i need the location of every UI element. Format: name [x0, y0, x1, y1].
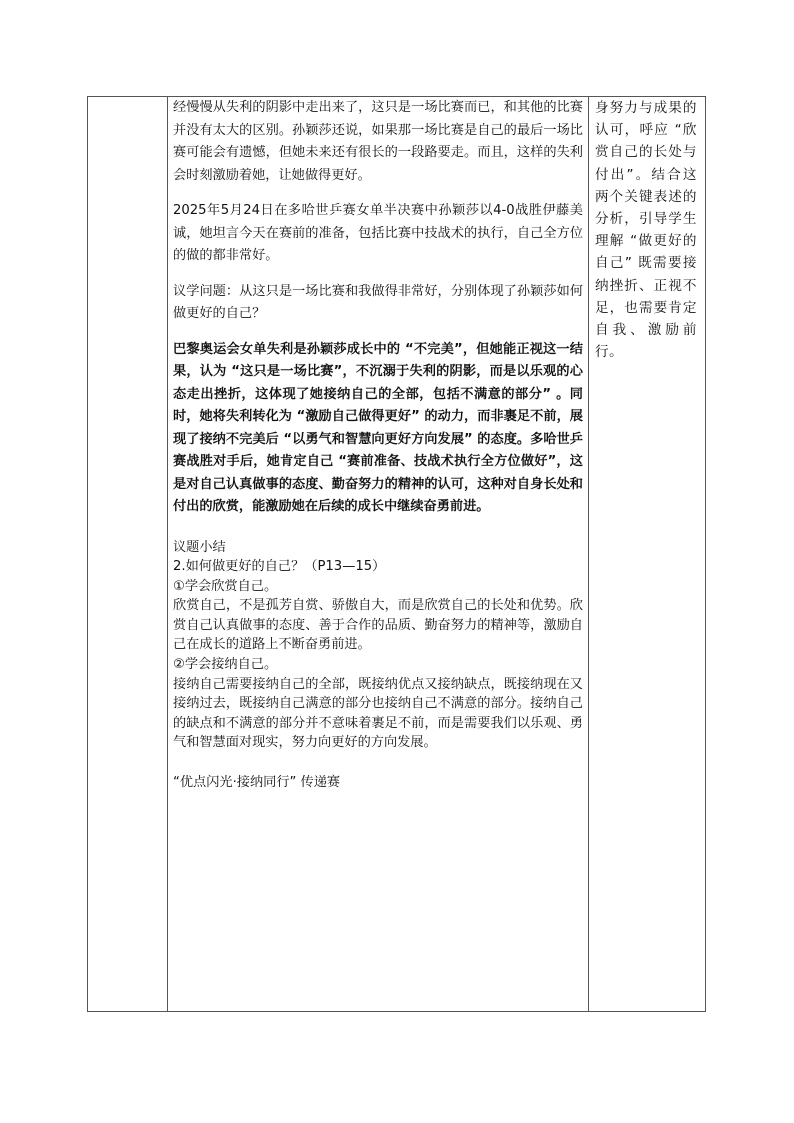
lesson-table [87, 96, 706, 1012]
point-2-heading: ②学会接纳自己。 [173, 657, 278, 673]
story-paragraph-2: 2025年5月24日在多哈世乒赛女单半决赛中孙颖莎以4-0战胜伊藤美诚，她坦言今天在赛前的准备，包括比赛中技战术的执行，自己全方位的做的都非常好。 [173, 203, 583, 263]
summary-title: 议题小结 [173, 539, 226, 555]
discussion-answer: 巴黎奥运会女单失利是孙颖莎成长中的 “不完美”，但她能正视这一结果，认为 “这只是一场比赛”，不沉溺于失利的阴影，而是以乐观的心态走出挫折，这体现了她接纳自己的全部，包括不满意的部分” 。同时，她将失利转化为 “激励自己做得更好” 的动力，而非裹足不前，展现了接纳不完美后 “以勇气和智慧向更好方向发展” 的态度。多哈世乒赛战胜对手后，她肯定自己 “赛前准备、技战术执行全方位做好”，这是对自己认真做事的态度、勤奋努力的精神的认可，这种对自身长处和付出的欣赏，能激励她在后续的成长中继续奋勇前进。 [173, 341, 583, 514]
design-intent-text: 身努力与成果的认可，呼应 “欣赏自己的长处与付出”。结合这两个关键表述的分析，引导学生理解 “做更好的自己” 既需要接纳挫折、正视不足，也需要肯定自我、激励前行。 [595, 100, 697, 361]
point-1-text: 欣赏自己，不是孤芳自赏、骄傲自大，而是欣赏自己的长处和优势。欣赏自己认真做事的态度、善于合作的品质、勤奋努力的精神等，激励自己在成长的道路上不断奋勇前进。 [173, 598, 583, 653]
point-1-heading: ①学会欣赏自己。 [173, 578, 278, 594]
content-column [173, 97, 583, 793]
discussion-question: 议学问题：从这只是一场比赛和我做得非常好，分别体现了孙颖莎如何做更好的自己？ [173, 283, 583, 321]
design-intent-column [595, 97, 697, 363]
story-paragraph-1: 经慢慢从失利的阴影中走出来了，这只是一场比赛而已，和其他的比赛并没有太大的区别。孙颖莎还说，如果那一场比赛是自己的最后一场比赛可能会有遗憾，但她未来还有很长的一段路要走。而且，这样的失利会时刻激励着她，让她做得更好。 [173, 100, 583, 183]
point-2-text: 接纳自己需要接纳自己的全部，既接纳优点又接纳缺点，既接纳现在又接纳过去，既接纳自己满意的部分也接纳自己不满意的部分。接纳自己的缺点和不满意的部分并不意味着裹足不前，而是需要我们以乐观、勇气和智慧面对现实，努力向更好的方向发展。 [173, 676, 583, 751]
activity-title: “优点闪光·接纳同行” 传递赛 [173, 775, 341, 791]
column-divider-2 [588, 97, 589, 1011]
summary-question: 2.如何做更好的自己？（P13—15） [173, 559, 386, 575]
column-divider-1 [167, 97, 168, 1011]
